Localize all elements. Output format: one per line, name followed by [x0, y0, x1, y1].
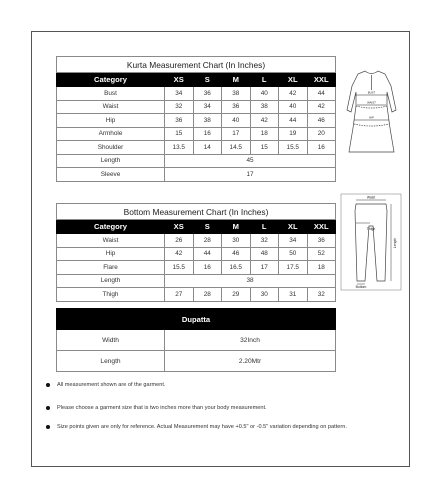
row-label: Sleeve	[57, 168, 165, 182]
kurta-table-title: Kurta Measurement Chart (In Inches)	[57, 57, 336, 73]
sketch-label: Bottom	[355, 285, 367, 289]
table-cell: 38	[250, 100, 279, 114]
column-header: Category	[57, 73, 165, 87]
row-label: Flare	[57, 261, 165, 275]
table-cell: 17.5	[279, 261, 308, 275]
table-cell: 34	[165, 87, 194, 101]
bullet-icon	[46, 383, 50, 387]
table-cell: 48	[250, 247, 279, 261]
kurta-measurement-table	[56, 56, 336, 182]
dupatta-table-title: Dupatta	[57, 309, 336, 330]
table-row	[57, 154, 336, 168]
table-row	[57, 114, 336, 128]
table-cell: 38	[222, 87, 251, 101]
row-label: Armhole	[57, 127, 165, 141]
row-label: Shoulder	[57, 141, 165, 155]
row-label: Hip	[57, 247, 165, 261]
list-item	[44, 381, 166, 390]
table-row	[57, 87, 336, 101]
table-cell: 15	[165, 127, 194, 141]
sketch-label: BUST	[367, 90, 376, 95]
kurta-sketch-illustration	[344, 68, 399, 160]
table-cell: 16	[307, 141, 336, 155]
table-cell: 40	[279, 100, 308, 114]
bullet-icon	[46, 406, 50, 410]
row-label: Thigh	[57, 288, 165, 302]
table-cell: 40	[250, 87, 279, 101]
note-text: Size points given are only for reference. Actual Measurement may have +0.5" or -0.5" variation depending on pattern.	[57, 424, 347, 430]
table-cell: 34	[279, 234, 308, 248]
sketch-label: WAIST	[367, 100, 376, 105]
table-cell: 18	[307, 261, 336, 275]
table-cell: 16	[193, 261, 222, 275]
table-cell: 52	[307, 247, 336, 261]
sketch-label: Length	[393, 237, 397, 249]
table-cell: 20	[307, 127, 336, 141]
table-cell: 14	[193, 141, 222, 155]
table-cell: 36	[222, 100, 251, 114]
table-cell: 27	[165, 288, 194, 302]
table-cell: 42	[250, 114, 279, 128]
table-cell: 30	[250, 288, 279, 302]
table-cell: 42	[307, 100, 336, 114]
table-cell: 46	[307, 114, 336, 128]
pants-sketch-illustration	[340, 193, 402, 291]
table-row	[57, 261, 336, 275]
table-cell: 32Inch	[165, 330, 336, 351]
column-header: M	[222, 73, 251, 87]
table-cell: 36	[193, 87, 222, 101]
table-cell: 34	[193, 100, 222, 114]
table-cell: 42	[165, 247, 194, 261]
bottom-table-title: Bottom Measurement Chart (In Inches)	[57, 204, 336, 220]
row-label: Hip	[57, 114, 165, 128]
table-cell: 50	[279, 247, 308, 261]
bullet-icon	[46, 425, 50, 429]
sketch-label: Waist	[366, 195, 376, 200]
table-cell: 46	[222, 247, 251, 261]
list-item	[44, 423, 347, 432]
table-cell: 30	[222, 234, 251, 248]
row-label: Length	[57, 274, 165, 288]
table-row	[57, 288, 336, 302]
row-label: Length	[57, 351, 165, 372]
table-cell: 28	[193, 234, 222, 248]
table-cell: 15.5	[279, 141, 308, 155]
row-label: Width	[57, 330, 165, 351]
table-cell: 18	[250, 127, 279, 141]
table-row	[57, 330, 336, 351]
column-header: XL	[279, 220, 308, 234]
table-cell: 2.20Mtr	[165, 351, 336, 372]
table-cell: 28	[193, 288, 222, 302]
table-cell: 17	[165, 168, 336, 182]
bottom-measurement-table	[56, 203, 336, 302]
table-row	[57, 100, 336, 114]
table-cell: 16	[193, 127, 222, 141]
row-label: Length	[57, 154, 165, 168]
column-header: L	[250, 73, 279, 87]
table-row	[57, 168, 336, 182]
list-item	[44, 404, 267, 413]
table-cell: 36	[307, 234, 336, 248]
table-cell: 44	[279, 114, 308, 128]
row-label: Waist	[57, 234, 165, 248]
table-cell: 42	[279, 87, 308, 101]
table-cell: 45	[165, 154, 336, 168]
row-label: Bust	[57, 87, 165, 101]
table-cell: 14.5	[222, 141, 251, 155]
dupatta-measurement-table	[56, 308, 336, 372]
table-cell: 29	[222, 288, 251, 302]
sketch-label: HIP	[369, 115, 374, 120]
column-header: S	[193, 220, 222, 234]
table-cell: 32	[250, 234, 279, 248]
table-row	[57, 351, 336, 372]
table-cell: 13.5	[165, 141, 194, 155]
table-row	[57, 247, 336, 261]
note-text: All measurement shown are of the garment.	[57, 382, 166, 388]
column-header: Category	[57, 220, 165, 234]
table-cell: 19	[279, 127, 308, 141]
table-cell: 44	[307, 87, 336, 101]
table-cell: 17	[250, 261, 279, 275]
table-row	[57, 141, 336, 155]
table-cell: 38	[193, 114, 222, 128]
column-header: L	[250, 220, 279, 234]
column-header: XS	[165, 73, 194, 87]
table-row	[57, 234, 336, 248]
column-header: M	[222, 220, 251, 234]
column-header: XS	[165, 220, 194, 234]
table-row	[57, 274, 336, 288]
column-header: XXL	[307, 220, 336, 234]
column-header: XL	[279, 73, 308, 87]
table-cell: 31	[279, 288, 308, 302]
table-cell: 15	[250, 141, 279, 155]
column-header: S	[193, 73, 222, 87]
table-cell: 40	[222, 114, 251, 128]
table-cell: 38	[165, 274, 336, 288]
table-cell: 17	[222, 127, 251, 141]
table-cell: 32	[307, 288, 336, 302]
table-cell: 16.5	[222, 261, 251, 275]
sketch-label: Thigh	[366, 227, 376, 231]
table-cell: 32	[165, 100, 194, 114]
column-header: XXL	[307, 73, 336, 87]
table-cell: 15.5	[165, 261, 194, 275]
table-cell: 36	[165, 114, 194, 128]
table-row	[57, 127, 336, 141]
table-cell: 26	[165, 234, 194, 248]
note-text: Please choose a garment size that is two inches more than your body measurement.	[57, 405, 267, 411]
table-cell: 44	[193, 247, 222, 261]
row-label: Waist	[57, 100, 165, 114]
